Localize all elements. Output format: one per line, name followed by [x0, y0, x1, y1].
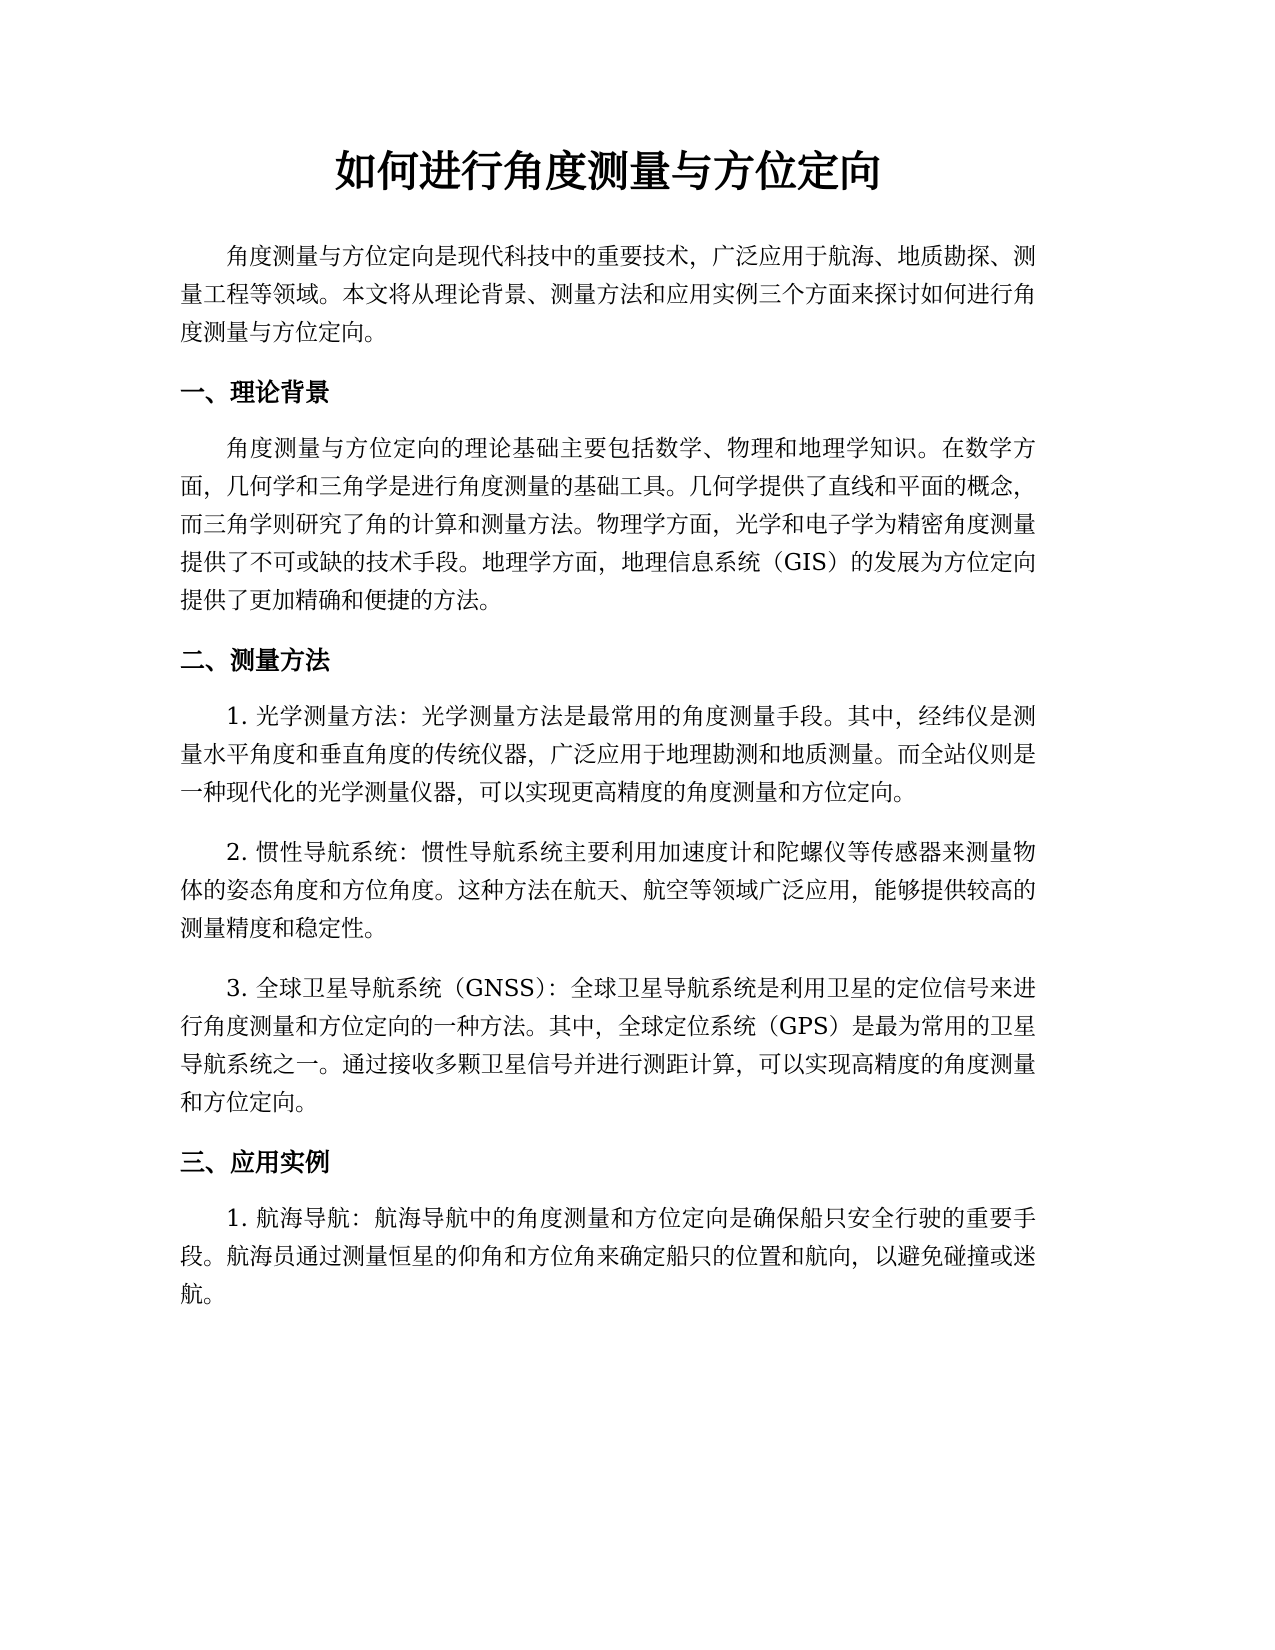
section-heading-methods: 二、测量方法: [180, 646, 331, 675]
section-theory: [180, 374, 1036, 620]
document-title: 如何进行角度测量与方位定向: [334, 147, 881, 196]
section-heading-applications: 三、应用实例: [180, 1148, 331, 1177]
document-page: [180, 140, 1036, 1336]
intro-paragraph: 角度测量与方位定向是现代科技中的重要技术，广泛应用于航海、地质勘探、测量工程等领域。本文将从理论背景、测量方法和应用实例三个方面来探讨如何进行角度测量与方位定向。: [180, 244, 1036, 346]
section-paragraph: 角度测量与方位定向的理论基础主要包括数学、物理和地理学知识。在数学方面，几何学和三角学是进行角度测量的基础工具。几何学提供了直线和平面的概念，而三角学则研究了角的计算和测量方法。物理学方面，光学和电子学为精密角度测量提供了不可或缺的技术手段。地理学方面，地理信息系统（GIS）的发展为方位定向提供了更加精确和便捷的方法。: [180, 436, 1036, 614]
section-applications: [180, 1144, 1036, 1314]
section-paragraph: 1. 光学测量方法：光学测量方法是最常用的角度测量手段。其中，经纬仪是测量水平角度和垂直角度的传统仪器，广泛应用于地理勘测和地质测量。而全站仪则是一种现代化的光学测量仪器，可以实现更高精度的角度测量和方位定向。: [180, 704, 1036, 806]
section-paragraph: 1. 航海导航：航海导航中的角度测量和方位定向是确保船只安全行驶的重要手段。航海员通过测量恒星的仰角和方位角来确定船只的位置和航向，以避免碰撞或迷航。: [180, 1206, 1036, 1308]
section-paragraph: 2. 惯性导航系统：惯性导航系统主要利用加速度计和陀螺仪等传感器来测量物体的姿态角度和方位角度。这种方法在航天、航空等领域广泛应用，能够提供较高的测量精度和稳定性。: [180, 840, 1036, 942]
section-methods: [180, 642, 1036, 1122]
section-heading-theory: 一、理论背景: [180, 378, 331, 407]
section-paragraph: 3. 全球卫星导航系统（GNSS）：全球卫星导航系统是利用卫星的定位信号来进行角度测量和方位定向的一种方法。其中，全球定位系统（GPS）是最为常用的卫星导航系统之一。通过接收多颗卫星信号并进行测距计算，可以实现高精度的角度测量和方位定向。: [180, 976, 1036, 1116]
